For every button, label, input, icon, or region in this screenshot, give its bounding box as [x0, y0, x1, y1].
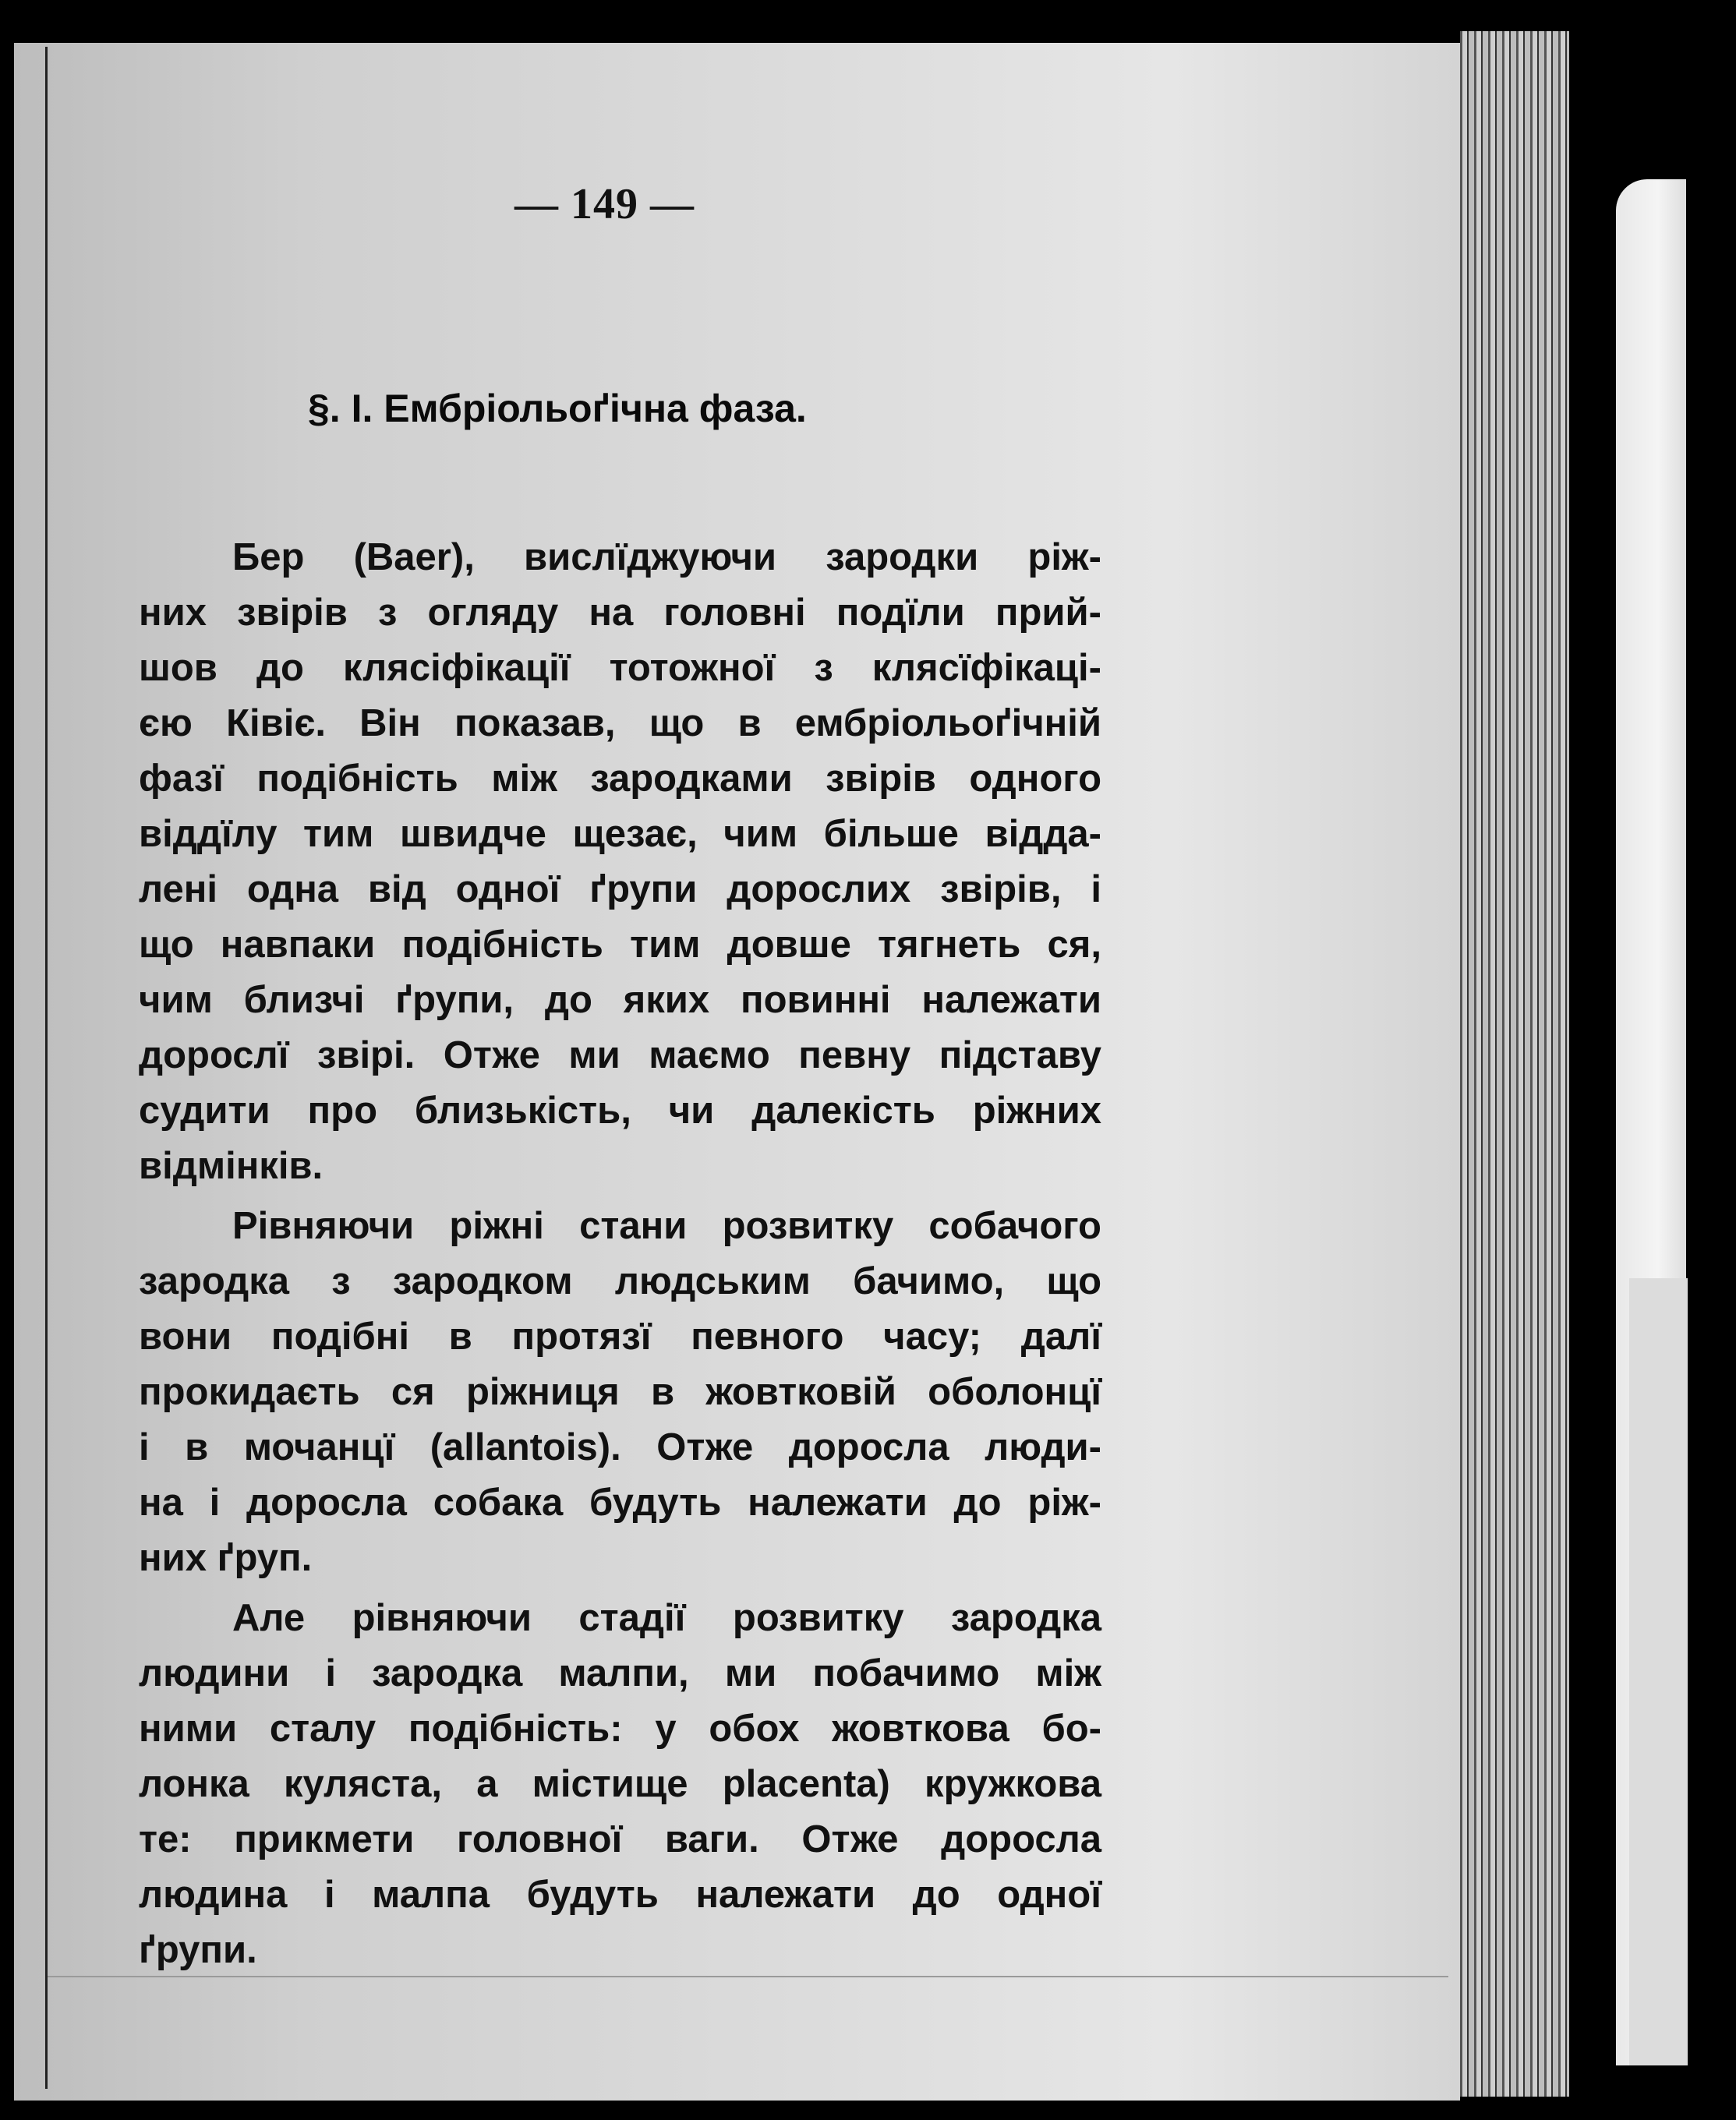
- text-line: єю Ківіє. Він показав, що в ембріольоґічній: [139, 702, 1101, 744]
- text-line: лонка куляста, а містище placenta) кружкова: [139, 1763, 1101, 1805]
- text-line: вони подібні в протязї певного часу; далї: [139, 1316, 1101, 1358]
- text-line: віддїлу тим швидче щезає, чим більше відда-: [139, 813, 1101, 855]
- text-line: прокидаєть ся ріжниця в жовтковій оболонцї: [139, 1371, 1101, 1413]
- text-line: Бер (Baer), вислїджуючи зародки ріж-: [232, 536, 1101, 578]
- book-cover-lower: [1629, 1278, 1688, 2065]
- text-line: лені одна від одної ґрупи дорослих звірів, і: [139, 868, 1101, 910]
- text-line: них ґруп.: [139, 1537, 313, 1579]
- body-text: [139, 530, 1101, 1978]
- text-line: людини і зародка малпи, ми побачимо між: [139, 1652, 1101, 1694]
- text-line: що навпаки подібність тим довше тягнеть ся,: [139, 924, 1101, 966]
- text-line: Але рівняючи стадії розвитку зародка: [232, 1597, 1101, 1639]
- text-line: шов до клясіфікації тотожної з клясїфікаці-: [139, 647, 1101, 689]
- page-number: — 149 —: [514, 180, 695, 228]
- paragraph-2: [139, 1199, 1101, 1586]
- text-line: ґрупи.: [139, 1929, 257, 1971]
- text-line: чим близчі ґрупи, до яких повинні належати: [139, 979, 1101, 1021]
- page-edges-stack: [1460, 31, 1569, 2097]
- text-line: людина і малпа будуть належати до одної: [139, 1874, 1101, 1916]
- text-line: них звірів з огляду на головні подїли прий-: [139, 592, 1101, 634]
- text-line: фазї подібність між зародками звірів одного: [139, 758, 1101, 800]
- text-line: зародка з зародком людським бачимо, що: [139, 1260, 1101, 1302]
- text-line: відмінків.: [139, 1145, 324, 1187]
- page-left-edge: [45, 47, 48, 2089]
- text-line: те: прикмети головної ваги. Отже дoросла: [139, 1818, 1101, 1860]
- paragraph-1: [139, 530, 1101, 1194]
- text-line: і в мочанцї (allantois). Отже дoросла люди-: [139, 1426, 1101, 1468]
- text-line: Рівняючи ріжні стани розвитку собачого: [232, 1205, 1101, 1247]
- gutter-shadow: [1569, 31, 1616, 2097]
- text-line: судити про близькість, чи далекість ріжних: [139, 1090, 1101, 1132]
- section-heading: §. I. Ембріольоґічна фаза.: [308, 387, 807, 430]
- text-line: на і дoросла собака будуть належати до ріж-: [139, 1482, 1101, 1524]
- paragraph-3: [139, 1591, 1101, 1978]
- text-line: ними сталу подібність: у обох жовткова бо-: [139, 1708, 1101, 1750]
- text-line: дорослї звірі. Отже ми маємо певну підставу: [139, 1034, 1101, 1076]
